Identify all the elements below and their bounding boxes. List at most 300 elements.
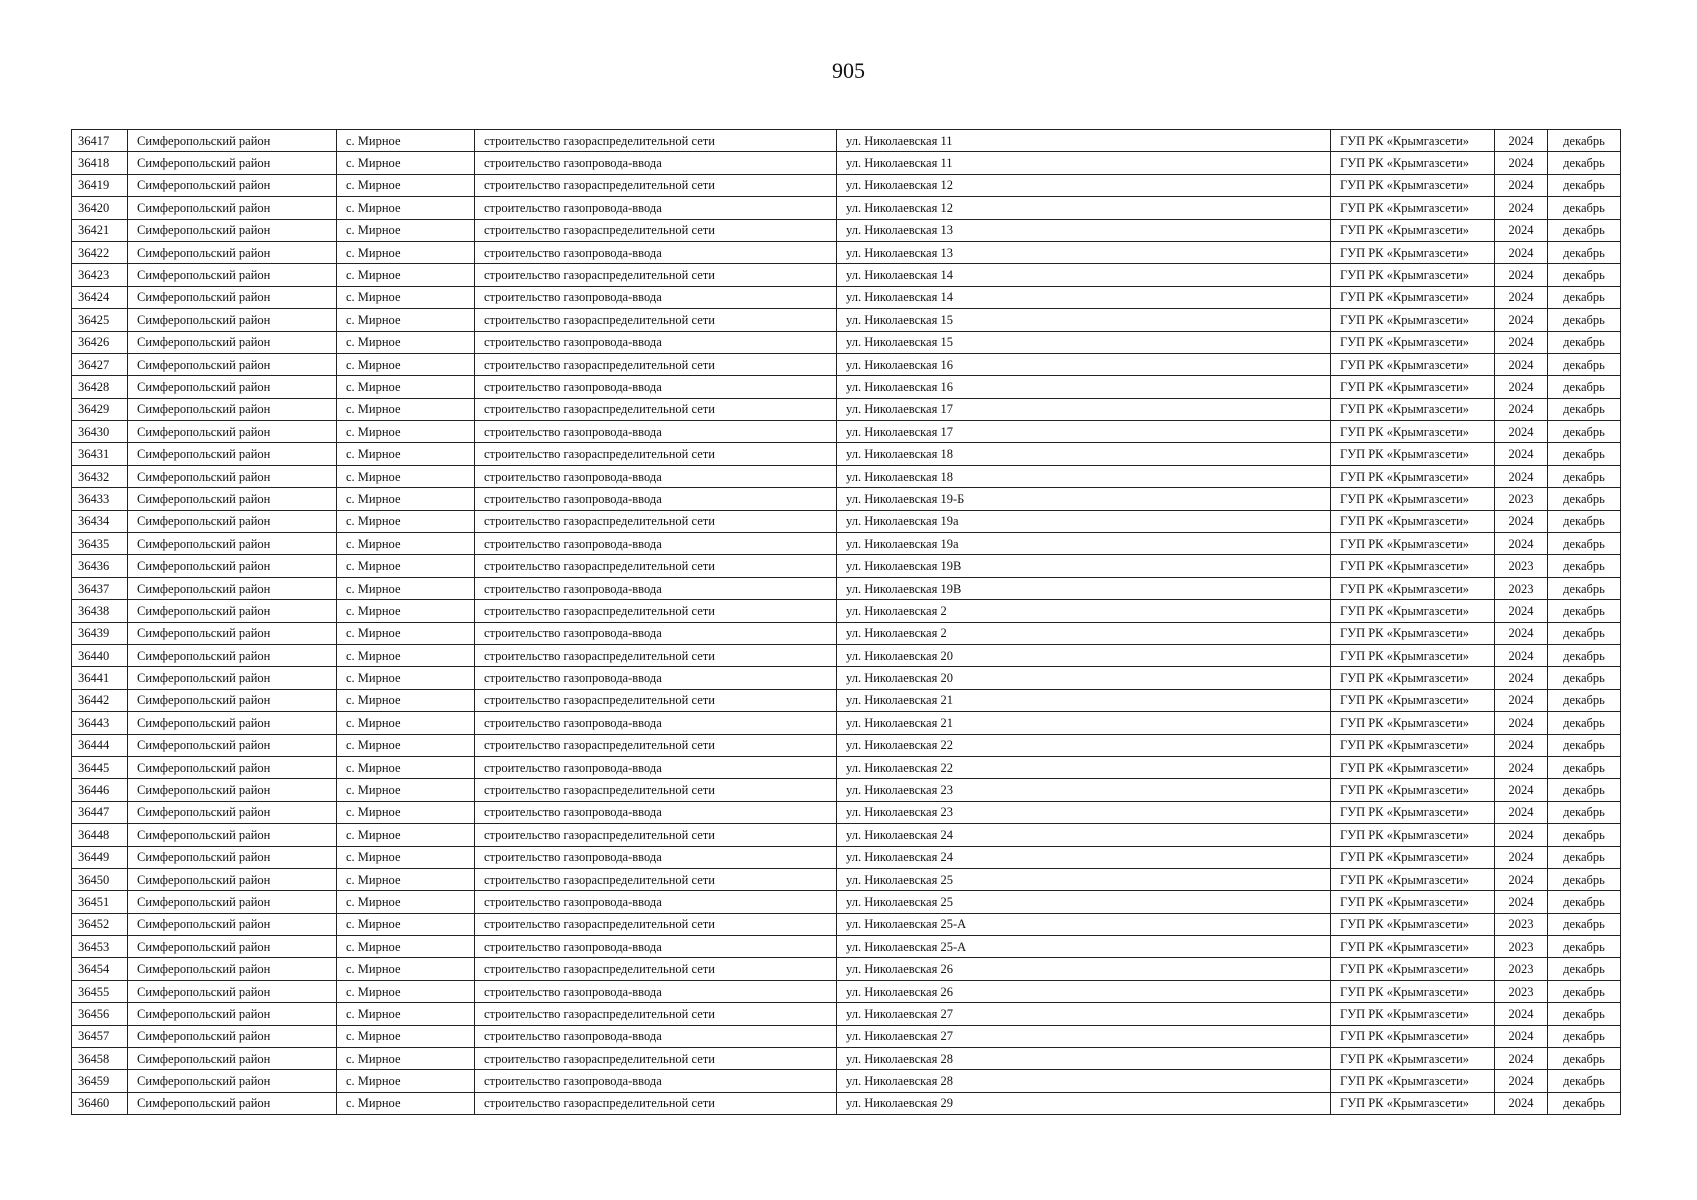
year-cell: 2023 bbox=[1495, 958, 1548, 980]
work-type-cell: строительство газопровода-ввода bbox=[475, 712, 837, 734]
district-cell: Симферопольский район bbox=[128, 219, 337, 241]
settlement-cell: с. Мирное bbox=[337, 980, 475, 1002]
month-cell: декабрь bbox=[1548, 734, 1621, 756]
district-cell: Симферопольский район bbox=[128, 241, 337, 263]
table-row bbox=[72, 622, 1621, 644]
table-row bbox=[72, 980, 1621, 1002]
district-cell: Симферопольский район bbox=[128, 577, 337, 599]
settlement-cell: с. Мирное bbox=[337, 756, 475, 778]
district-cell: Симферопольский район bbox=[128, 734, 337, 756]
month-cell: декабрь bbox=[1548, 398, 1621, 420]
address-cell: ул. Николаевская 25 bbox=[837, 868, 1331, 890]
address-cell: ул. Николаевская 12 bbox=[837, 197, 1331, 219]
address-cell: ул. Николаевская 24 bbox=[837, 846, 1331, 868]
district-cell: Симферопольский район bbox=[128, 689, 337, 711]
organization-cell: ГУП РК «Крымгазсети» bbox=[1331, 712, 1495, 734]
work-type-cell: строительство газопровода-ввода bbox=[475, 152, 837, 174]
organization-cell: ГУП РК «Крымгазсети» bbox=[1331, 197, 1495, 219]
work-type-cell: строительство газопровода-ввода bbox=[475, 1070, 837, 1092]
settlement-cell: с. Мирное bbox=[337, 891, 475, 913]
year-cell: 2024 bbox=[1495, 443, 1548, 465]
month-cell: декабрь bbox=[1548, 712, 1621, 734]
table-row bbox=[72, 936, 1621, 958]
address-cell: ул. Николаевская 26 bbox=[837, 980, 1331, 1002]
table-row bbox=[72, 824, 1621, 846]
year-cell: 2024 bbox=[1495, 286, 1548, 308]
address-cell: ул. Николаевская 21 bbox=[837, 712, 1331, 734]
organization-cell: ГУП РК «Крымгазсети» bbox=[1331, 241, 1495, 263]
district-cell: Симферопольский район bbox=[128, 1070, 337, 1092]
month-cell: декабрь bbox=[1548, 622, 1621, 644]
settlement-cell: с. Мирное bbox=[337, 779, 475, 801]
year-cell: 2024 bbox=[1495, 1048, 1548, 1070]
district-cell: Симферопольский район bbox=[128, 510, 337, 532]
settlement-cell: с. Мирное bbox=[337, 555, 475, 577]
organization-cell: ГУП РК «Крымгазсети» bbox=[1331, 600, 1495, 622]
settlement-cell: с. Мирное bbox=[337, 689, 475, 711]
organization-cell: ГУП РК «Крымгазсети» bbox=[1331, 353, 1495, 375]
district-cell: Симферопольский район bbox=[128, 174, 337, 196]
work-type-cell: строительство газораспределительной сети bbox=[475, 219, 837, 241]
year-cell: 2024 bbox=[1495, 1070, 1548, 1092]
address-cell: ул. Николаевская 27 bbox=[837, 1003, 1331, 1025]
work-type-cell: строительство газораспределительной сети bbox=[475, 913, 837, 935]
month-cell: декабрь bbox=[1548, 600, 1621, 622]
year-cell: 2024 bbox=[1495, 421, 1548, 443]
settlement-cell: с. Мирное bbox=[337, 622, 475, 644]
settlement-cell: с. Мирное bbox=[337, 241, 475, 263]
month-cell: декабрь bbox=[1548, 510, 1621, 532]
work-type-cell: строительство газораспределительной сети bbox=[475, 824, 837, 846]
month-cell: декабрь bbox=[1548, 1048, 1621, 1070]
record-id-cell: 36428 bbox=[72, 376, 128, 398]
settlement-cell: с. Мирное bbox=[337, 1003, 475, 1025]
table-row bbox=[72, 241, 1621, 263]
year-cell: 2024 bbox=[1495, 712, 1548, 734]
organization-cell: ГУП РК «Крымгазсети» bbox=[1331, 510, 1495, 532]
year-cell: 2024 bbox=[1495, 264, 1548, 286]
work-type-cell: строительство газопровода-ввода bbox=[475, 488, 837, 510]
organization-cell: ГУП РК «Крымгазсети» bbox=[1331, 555, 1495, 577]
record-id-cell: 36419 bbox=[72, 174, 128, 196]
month-cell: декабрь bbox=[1548, 913, 1621, 935]
address-cell: ул. Николаевская 29 bbox=[837, 1092, 1331, 1114]
district-cell: Симферопольский район bbox=[128, 376, 337, 398]
district-cell: Симферопольский район bbox=[128, 555, 337, 577]
district-cell: Симферопольский район bbox=[128, 712, 337, 734]
address-cell: ул. Николаевская 23 bbox=[837, 779, 1331, 801]
organization-cell: ГУП РК «Крымгазсети» bbox=[1331, 779, 1495, 801]
record-id-cell: 36456 bbox=[72, 1003, 128, 1025]
address-cell: ул. Николаевская 26 bbox=[837, 958, 1331, 980]
year-cell: 2024 bbox=[1495, 241, 1548, 263]
month-cell: декабрь bbox=[1548, 801, 1621, 823]
month-cell: декабрь bbox=[1548, 1003, 1621, 1025]
settlement-cell: с. Мирное bbox=[337, 1092, 475, 1114]
address-cell: ул. Николаевская 16 bbox=[837, 376, 1331, 398]
address-cell: ул. Николаевская 19-Б bbox=[837, 488, 1331, 510]
settlement-cell: с. Мирное bbox=[337, 1070, 475, 1092]
registry-rows bbox=[72, 130, 1621, 1115]
settlement-cell: с. Мирное bbox=[337, 421, 475, 443]
work-type-cell: строительство газораспределительной сети bbox=[475, 734, 837, 756]
settlement-cell: с. Мирное bbox=[337, 913, 475, 935]
settlement-cell: с. Мирное bbox=[337, 734, 475, 756]
district-cell: Симферопольский район bbox=[128, 421, 337, 443]
table-row bbox=[72, 1048, 1621, 1070]
record-id-cell: 36422 bbox=[72, 241, 128, 263]
work-type-cell: строительство газопровода-ввода bbox=[475, 376, 837, 398]
address-cell: ул. Николаевская 23 bbox=[837, 801, 1331, 823]
table-row bbox=[72, 779, 1621, 801]
work-type-cell: строительство газопровода-ввода bbox=[475, 241, 837, 263]
district-cell: Симферопольский район bbox=[128, 779, 337, 801]
organization-cell: ГУП РК «Крымгазсети» bbox=[1331, 689, 1495, 711]
organization-cell: ГУП РК «Крымгазсети» bbox=[1331, 667, 1495, 689]
address-cell: ул. Николаевская 13 bbox=[837, 219, 1331, 241]
organization-cell: ГУП РК «Крымгазсети» bbox=[1331, 824, 1495, 846]
table-row bbox=[72, 219, 1621, 241]
organization-cell: ГУП РК «Крымгазсети» bbox=[1331, 443, 1495, 465]
organization-cell: ГУП РК «Крымгазсети» bbox=[1331, 264, 1495, 286]
organization-cell: ГУП РК «Крымгазсети» bbox=[1331, 488, 1495, 510]
year-cell: 2023 bbox=[1495, 577, 1548, 599]
record-id-cell: 36450 bbox=[72, 868, 128, 890]
year-cell: 2023 bbox=[1495, 555, 1548, 577]
district-cell: Симферопольский район bbox=[128, 309, 337, 331]
address-cell: ул. Николаевская 2 bbox=[837, 622, 1331, 644]
district-cell: Симферопольский район bbox=[128, 533, 337, 555]
work-type-cell: строительство газопровода-ввода bbox=[475, 667, 837, 689]
district-cell: Симферопольский район bbox=[128, 1092, 337, 1114]
district-cell: Симферопольский район bbox=[128, 331, 337, 353]
record-id-cell: 36452 bbox=[72, 913, 128, 935]
month-cell: декабрь bbox=[1548, 264, 1621, 286]
work-type-cell: строительство газораспределительной сети bbox=[475, 779, 837, 801]
table-row bbox=[72, 443, 1621, 465]
address-cell: ул. Николаевская 14 bbox=[837, 286, 1331, 308]
record-id-cell: 36423 bbox=[72, 264, 128, 286]
district-cell: Симферопольский район bbox=[128, 286, 337, 308]
organization-cell: ГУП РК «Крымгазсети» bbox=[1331, 846, 1495, 868]
month-cell: декабрь bbox=[1548, 309, 1621, 331]
address-cell: ул. Николаевская 25-А bbox=[837, 936, 1331, 958]
year-cell: 2024 bbox=[1495, 331, 1548, 353]
table-row bbox=[72, 152, 1621, 174]
address-cell: ул. Николаевская 16 bbox=[837, 353, 1331, 375]
district-cell: Симферопольский район bbox=[128, 756, 337, 778]
address-cell: ул. Николаевская 20 bbox=[837, 644, 1331, 666]
month-cell: декабрь bbox=[1548, 488, 1621, 510]
work-type-cell: строительство газопровода-ввода bbox=[475, 756, 837, 778]
settlement-cell: с. Мирное bbox=[337, 465, 475, 487]
work-type-cell: строительство газораспределительной сети bbox=[475, 264, 837, 286]
table-row bbox=[72, 309, 1621, 331]
district-cell: Симферопольский район bbox=[128, 488, 337, 510]
record-id-cell: 36436 bbox=[72, 555, 128, 577]
month-cell: декабрь bbox=[1548, 241, 1621, 263]
year-cell: 2024 bbox=[1495, 1003, 1548, 1025]
address-cell: ул. Николаевская 27 bbox=[837, 1025, 1331, 1047]
address-cell: ул. Николаевская 28 bbox=[837, 1070, 1331, 1092]
record-id-cell: 36427 bbox=[72, 353, 128, 375]
organization-cell: ГУП РК «Крымгазсети» bbox=[1331, 331, 1495, 353]
work-type-cell: строительство газораспределительной сети bbox=[475, 1003, 837, 1025]
organization-cell: ГУП РК «Крымгазсети» bbox=[1331, 868, 1495, 890]
table-row bbox=[72, 868, 1621, 890]
month-cell: декабрь bbox=[1548, 174, 1621, 196]
record-id-cell: 36439 bbox=[72, 622, 128, 644]
address-cell: ул. Николаевская 11 bbox=[837, 130, 1331, 152]
work-type-cell: строительство газопровода-ввода bbox=[475, 980, 837, 1002]
work-type-cell: строительство газопровода-ввода bbox=[475, 533, 837, 555]
address-cell: ул. Николаевская 19В bbox=[837, 577, 1331, 599]
settlement-cell: с. Мирное bbox=[337, 353, 475, 375]
district-cell: Симферопольский район bbox=[128, 197, 337, 219]
year-cell: 2024 bbox=[1495, 1025, 1548, 1047]
address-cell: ул. Николаевская 19а bbox=[837, 510, 1331, 532]
year-cell: 2024 bbox=[1495, 309, 1548, 331]
settlement-cell: с. Мирное bbox=[337, 846, 475, 868]
month-cell: декабрь bbox=[1548, 824, 1621, 846]
settlement-cell: с. Мирное bbox=[337, 174, 475, 196]
record-id-cell: 36421 bbox=[72, 219, 128, 241]
month-cell: декабрь bbox=[1548, 443, 1621, 465]
year-cell: 2023 bbox=[1495, 936, 1548, 958]
year-cell: 2024 bbox=[1495, 197, 1548, 219]
work-type-cell: строительство газораспределительной сети bbox=[475, 130, 837, 152]
table-row bbox=[72, 353, 1621, 375]
settlement-cell: с. Мирное bbox=[337, 958, 475, 980]
settlement-cell: с. Мирное bbox=[337, 152, 475, 174]
district-cell: Симферопольский район bbox=[128, 152, 337, 174]
organization-cell: ГУП РК «Крымгазсети» bbox=[1331, 219, 1495, 241]
table-row bbox=[72, 174, 1621, 196]
month-cell: декабрь bbox=[1548, 958, 1621, 980]
district-cell: Симферопольский район bbox=[128, 824, 337, 846]
organization-cell: ГУП РК «Крымгазсети» bbox=[1331, 644, 1495, 666]
settlement-cell: с. Мирное bbox=[337, 286, 475, 308]
month-cell: декабрь bbox=[1548, 353, 1621, 375]
year-cell: 2024 bbox=[1495, 801, 1548, 823]
settlement-cell: с. Мирное bbox=[337, 712, 475, 734]
settlement-cell: с. Мирное bbox=[337, 936, 475, 958]
settlement-cell: с. Мирное bbox=[337, 824, 475, 846]
settlement-cell: с. Мирное bbox=[337, 510, 475, 532]
month-cell: декабрь bbox=[1548, 331, 1621, 353]
organization-cell: ГУП РК «Крымгазсети» bbox=[1331, 801, 1495, 823]
organization-cell: ГУП РК «Крымгазсети» bbox=[1331, 376, 1495, 398]
address-cell: ул. Николаевская 28 bbox=[837, 1048, 1331, 1070]
organization-cell: ГУП РК «Крымгазсети» bbox=[1331, 130, 1495, 152]
record-id-cell: 36445 bbox=[72, 756, 128, 778]
table-row bbox=[72, 555, 1621, 577]
month-cell: декабрь bbox=[1548, 779, 1621, 801]
settlement-cell: с. Мирное bbox=[337, 443, 475, 465]
record-id-cell: 36460 bbox=[72, 1092, 128, 1114]
work-type-cell: строительство газораспределительной сети bbox=[475, 1048, 837, 1070]
year-cell: 2023 bbox=[1495, 488, 1548, 510]
settlement-cell: с. Мирное bbox=[337, 130, 475, 152]
record-id-cell: 36438 bbox=[72, 600, 128, 622]
month-cell: декабрь bbox=[1548, 219, 1621, 241]
address-cell: ул. Николаевская 13 bbox=[837, 241, 1331, 263]
district-cell: Симферопольский район bbox=[128, 936, 337, 958]
organization-cell: ГУП РК «Крымгазсети» bbox=[1331, 1070, 1495, 1092]
table-row bbox=[72, 734, 1621, 756]
month-cell: декабрь bbox=[1548, 936, 1621, 958]
record-id-cell: 36424 bbox=[72, 286, 128, 308]
page-number: 905 bbox=[832, 58, 865, 83]
district-cell: Симферопольский район bbox=[128, 868, 337, 890]
table-row bbox=[72, 801, 1621, 823]
district-cell: Симферопольский район bbox=[128, 443, 337, 465]
work-type-cell: строительство газораспределительной сети bbox=[475, 174, 837, 196]
table-row bbox=[72, 488, 1621, 510]
year-cell: 2023 bbox=[1495, 913, 1548, 935]
organization-cell: ГУП РК «Крымгазсети» bbox=[1331, 936, 1495, 958]
address-cell: ул. Николаевская 11 bbox=[837, 152, 1331, 174]
district-cell: Симферопольский район bbox=[128, 622, 337, 644]
organization-cell: ГУП РК «Крымгазсети» bbox=[1331, 1025, 1495, 1047]
month-cell: декабрь bbox=[1548, 891, 1621, 913]
year-cell: 2024 bbox=[1495, 1092, 1548, 1114]
table-row bbox=[72, 1070, 1621, 1092]
organization-cell: ГУП РК «Крымгазсети» bbox=[1331, 622, 1495, 644]
district-cell: Симферопольский район bbox=[128, 264, 337, 286]
table-row bbox=[72, 667, 1621, 689]
table-row bbox=[72, 264, 1621, 286]
record-id-cell: 36455 bbox=[72, 980, 128, 1002]
year-cell: 2024 bbox=[1495, 667, 1548, 689]
record-id-cell: 36454 bbox=[72, 958, 128, 980]
year-cell: 2024 bbox=[1495, 398, 1548, 420]
work-type-cell: строительство газораспределительной сети bbox=[475, 443, 837, 465]
work-type-cell: строительство газораспределительной сети bbox=[475, 510, 837, 532]
year-cell: 2024 bbox=[1495, 353, 1548, 375]
work-type-cell: строительство газопровода-ввода bbox=[475, 801, 837, 823]
address-cell: ул. Николаевская 18 bbox=[837, 465, 1331, 487]
record-id-cell: 36458 bbox=[72, 1048, 128, 1070]
month-cell: декабрь bbox=[1548, 868, 1621, 890]
year-cell: 2023 bbox=[1495, 980, 1548, 1002]
record-id-cell: 36429 bbox=[72, 398, 128, 420]
month-cell: декабрь bbox=[1548, 1025, 1621, 1047]
registry-table bbox=[71, 129, 1621, 1115]
record-id-cell: 36442 bbox=[72, 689, 128, 711]
month-cell: декабрь bbox=[1548, 1092, 1621, 1114]
settlement-cell: с. Мирное bbox=[337, 667, 475, 689]
settlement-cell: с. Мирное bbox=[337, 309, 475, 331]
table-row bbox=[72, 958, 1621, 980]
work-type-cell: строительство газопровода-ввода bbox=[475, 891, 837, 913]
address-cell: ул. Николаевская 21 bbox=[837, 689, 1331, 711]
table-row bbox=[72, 533, 1621, 555]
organization-cell: ГУП РК «Крымгазсети» bbox=[1331, 958, 1495, 980]
record-id-cell: 36417 bbox=[72, 130, 128, 152]
district-cell: Симферопольский район bbox=[128, 600, 337, 622]
record-id-cell: 36440 bbox=[72, 644, 128, 666]
table-row bbox=[72, 376, 1621, 398]
work-type-cell: строительство газопровода-ввода bbox=[475, 622, 837, 644]
district-cell: Симферопольский район bbox=[128, 846, 337, 868]
year-cell: 2024 bbox=[1495, 756, 1548, 778]
table-row bbox=[72, 1025, 1621, 1047]
year-cell: 2024 bbox=[1495, 510, 1548, 532]
month-cell: декабрь bbox=[1548, 577, 1621, 599]
year-cell: 2024 bbox=[1495, 130, 1548, 152]
table-row bbox=[72, 689, 1621, 711]
work-type-cell: строительство газораспределительной сети bbox=[475, 689, 837, 711]
district-cell: Симферопольский район bbox=[128, 980, 337, 1002]
record-id-cell: 36449 bbox=[72, 846, 128, 868]
month-cell: декабрь bbox=[1548, 465, 1621, 487]
year-cell: 2024 bbox=[1495, 824, 1548, 846]
table-row bbox=[72, 465, 1621, 487]
address-cell: ул. Николаевская 17 bbox=[837, 421, 1331, 443]
record-id-cell: 36459 bbox=[72, 1070, 128, 1092]
settlement-cell: с. Мирное bbox=[337, 219, 475, 241]
month-cell: декабрь bbox=[1548, 286, 1621, 308]
record-id-cell: 36437 bbox=[72, 577, 128, 599]
district-cell: Симферопольский район bbox=[128, 913, 337, 935]
month-cell: декабрь bbox=[1548, 421, 1621, 443]
address-cell: ул. Николаевская 12 bbox=[837, 174, 1331, 196]
year-cell: 2024 bbox=[1495, 600, 1548, 622]
organization-cell: ГУП РК «Крымгазсети» bbox=[1331, 465, 1495, 487]
month-cell: декабрь bbox=[1548, 846, 1621, 868]
record-id-cell: 36443 bbox=[72, 712, 128, 734]
settlement-cell: с. Мирное bbox=[337, 488, 475, 510]
table-row bbox=[72, 421, 1621, 443]
settlement-cell: с. Мирное bbox=[337, 264, 475, 286]
organization-cell: ГУП РК «Крымгазсети» bbox=[1331, 421, 1495, 443]
district-cell: Симферопольский район bbox=[128, 667, 337, 689]
address-cell: ул. Николаевская 20 bbox=[837, 667, 1331, 689]
district-cell: Симферопольский район bbox=[128, 958, 337, 980]
district-cell: Симферопольский район bbox=[128, 398, 337, 420]
table-row bbox=[72, 891, 1621, 913]
organization-cell: ГУП РК «Крымгазсети» bbox=[1331, 756, 1495, 778]
month-cell: декабрь bbox=[1548, 152, 1621, 174]
settlement-cell: с. Мирное bbox=[337, 644, 475, 666]
record-id-cell: 36446 bbox=[72, 779, 128, 801]
address-cell: ул. Николаевская 19В bbox=[837, 555, 1331, 577]
month-cell: декабрь bbox=[1548, 1070, 1621, 1092]
work-type-cell: строительство газораспределительной сети bbox=[475, 1092, 837, 1114]
record-id-cell: 36435 bbox=[72, 533, 128, 555]
table-row bbox=[72, 712, 1621, 734]
record-id-cell: 36434 bbox=[72, 510, 128, 532]
table-row bbox=[72, 398, 1621, 420]
month-cell: декабрь bbox=[1548, 533, 1621, 555]
address-cell: ул. Николаевская 19а bbox=[837, 533, 1331, 555]
year-cell: 2024 bbox=[1495, 174, 1548, 196]
record-id-cell: 36433 bbox=[72, 488, 128, 510]
month-cell: декабрь bbox=[1548, 756, 1621, 778]
settlement-cell: с. Мирное bbox=[337, 398, 475, 420]
month-cell: декабрь bbox=[1548, 667, 1621, 689]
year-cell: 2024 bbox=[1495, 868, 1548, 890]
district-cell: Симферопольский район bbox=[128, 465, 337, 487]
year-cell: 2024 bbox=[1495, 152, 1548, 174]
record-id-cell: 36441 bbox=[72, 667, 128, 689]
work-type-cell: строительство газопровода-ввода bbox=[475, 331, 837, 353]
record-id-cell: 36418 bbox=[72, 152, 128, 174]
year-cell: 2024 bbox=[1495, 734, 1548, 756]
organization-cell: ГУП РК «Крымгазсети» bbox=[1331, 577, 1495, 599]
district-cell: Симферопольский район bbox=[128, 1025, 337, 1047]
